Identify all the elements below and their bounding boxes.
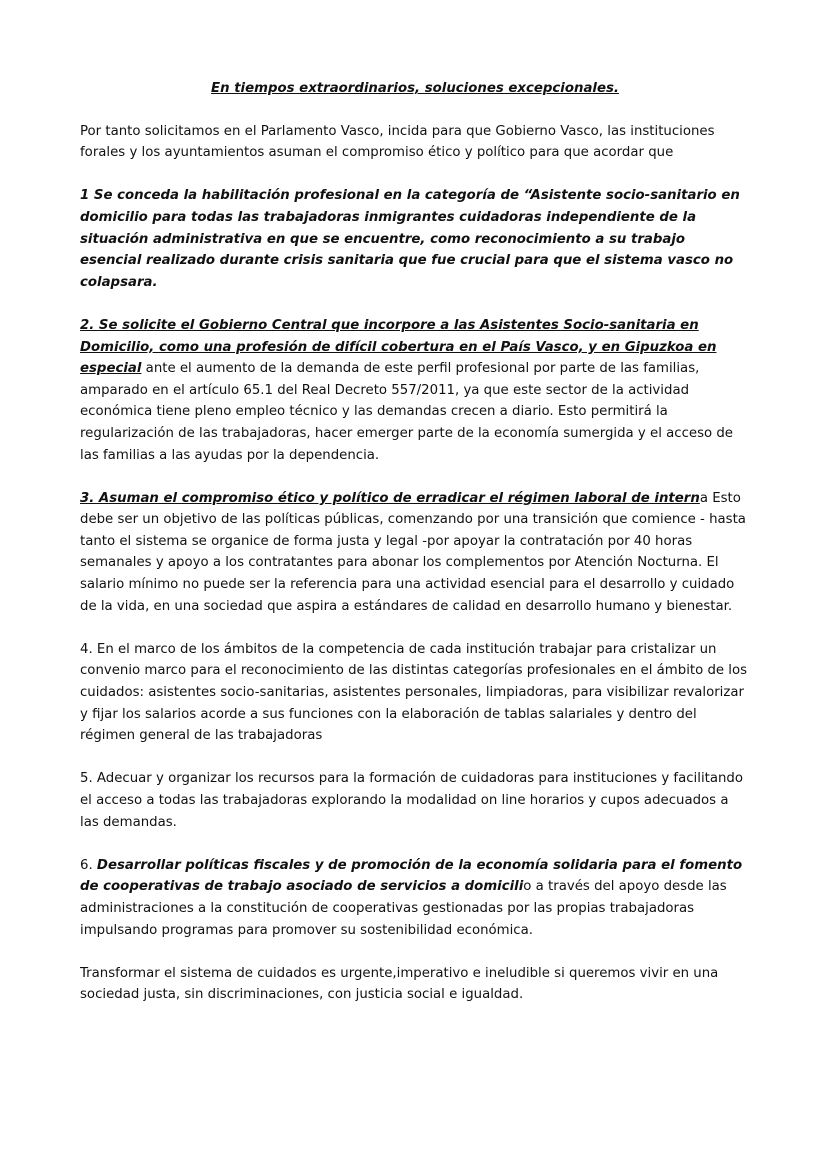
point-6-number: 6. — [80, 857, 97, 873]
document-title: En tiempos extraordinarios, soluciones excepcionales. — [211, 81, 619, 96]
point-6-paragraph — [80, 855, 750, 941]
point-3-text: a Esto debe ser un objetivo de las políticas públicas, comenzando por una transición que comience - hasta tanto el sistema se organice de forma justa y legal -por apoyar la contratación por 40 horas semanales y apoyo a los contratantes para abonar los complementos por Atención Nocturna. El salario mínimo no puede ser la referencia para una actividad esencial para el desarrollo y cuidado de la vida, en una sociedad que aspira a estándares de calidad en desarrollo humano y bienestar. — [80, 490, 746, 614]
point-4-paragraph: 4. En el marco de los ámbitos de la competencia de cada institución trabajar para cristalizar un convenio marco para el reconocimiento de las distintas categorías profesionales en el ámbito de los cuidados: asistentes socio-sanitarias, asistentes personales, limpiadoras, para visibilizar revalorizar y fijar los salarios acorde a sus funciones con la elaboración de tablas salariales y dentro del régimen general de las trabajadoras — [80, 641, 748, 744]
closing-paragraph: Transformar el sistema de cuidados es urgente,imperativo e ineludible si queremos vivir en una sociedad justa, sin discriminaciones, con justicia social e igualdad. — [80, 965, 719, 1003]
point-6-text: o a través del apoyo desde las administraciones a la constitución de cooperativas gestionadas por las propias trabajadoras impulsando programas para promover su sostenibilidad económica. — [80, 879, 727, 938]
intro-paragraph: Por tanto solicitamos en el Parlamento Vasco, incida para que Gobierno Vasco, las instituciones forales y los ayuntamientos asuman el compromiso ético y político para que acordar que — [80, 123, 715, 161]
point-1-paragraph: 1 Se conceda la habilitación profesional en la categoría de “Asistente socio-sanitario en domicilio para todas las trabajadoras inmigrantes cuidadoras independiente de la situación administrativa en que se encuentre, como reconocimiento a su trabajo esencial realizado durante crisis sanitaria que fue crucial para que el sistema vasco no colapsara. — [80, 188, 740, 290]
point-3-paragraph — [80, 488, 750, 618]
point-5-paragraph: 5. Adecuar y organizar los recursos para la formación de cuidadoras para instituciones y facilitando el acceso a todas las trabajadoras explorando la modalidad on line horarios y cupos adecuados a las demandas. — [80, 771, 744, 830]
point-6-emphasis: Desarrollar políticas fiscales y de promoción de la economía solidaria para el fomento de cooperativas de trabajo asociado de servicios a domicili — [80, 857, 743, 895]
point-2-emphasis: 2. Se solicite el Gobierno Central que incorpore a las Asistentes Socio-sanitaria en Domicilio, como una profesión de difícil cobertura en el País Vasco, y en Gipuzkoa en especial — [80, 317, 717, 377]
point-3-emphasis: 3. Asuman el compromiso ético y político de erradicar el régimen laboral de intern — [80, 490, 700, 506]
point-2-text: ante el aumento de la demanda de este perfil profesional por parte de las familias, amparado en el artículo 65.1 del Real Decreto 557/2011, ya que este sector de la actividad económica tiene pleno empleo técnico y las demandas crecen a diario. Esto permitirá la regularización de las trabajadoras, hacer emerger parte de la economía sumergida y el acceso de las familias a las ayudas por la dependencia. — [80, 361, 733, 463]
point-2-paragraph — [80, 315, 750, 466]
document-page — [80, 78, 750, 1028]
